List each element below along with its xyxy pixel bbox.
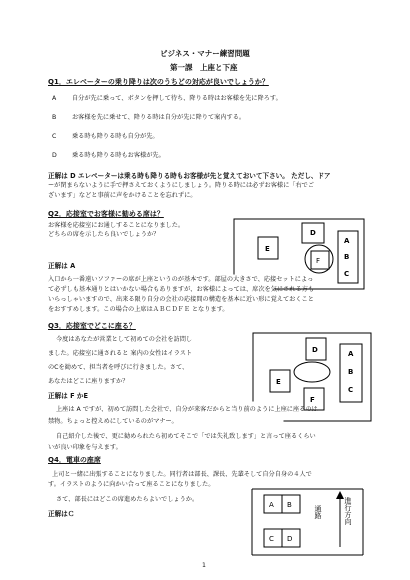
q1-option-c-letter: C: [52, 133, 57, 140]
q2-body-line-2: どちらの席を示したら良いでしょうか？: [48, 231, 160, 238]
q4-train-diagram: [250, 485, 365, 557]
q2-explanation-line-2: て必ずしも基本通りとはいかない場合もありますが、お客様によっては、席次を気にされる方も: [48, 286, 315, 293]
q2-answer: 正解は A: [48, 262, 76, 270]
q3-explanation-line-4: いが良い印象を与えます。: [48, 444, 122, 451]
q3-explanation-line-2: 禁物。ちょっと控えめにしているのがマナー。: [48, 418, 178, 425]
q3-table: [294, 362, 330, 382]
q4-seat-d-label: D: [287, 535, 293, 543]
q3-answer: 正解は F かE: [48, 392, 88, 400]
q3-body-line-3: のCを勧めて、担当者を呼びに行きました。さて、: [48, 364, 189, 371]
q3-seat-d-label: D: [312, 346, 318, 354]
q3-seat-e-label: E: [276, 378, 281, 386]
q1-option-c: 乗る時も降りる時も自分が先。: [72, 133, 159, 140]
q3-seat-f-label: F: [310, 396, 315, 404]
q2-seat-f-label: F: [316, 257, 321, 265]
q2-seat-d-label: D: [310, 229, 316, 237]
q3-explanation-line-3: 自己紹介した後で、更に勧められたら初めてそこで「では失礼致します」と言って座るくらい: [56, 433, 316, 440]
q2-explanation-line-1: 入口から一番遠いソファーの席が上座というのが基本です。部屋の大きさで、応接セットによっ: [48, 276, 314, 283]
q4-body-line-3: さて、部長にはどこの席進めたらよいでしょうか。: [56, 496, 199, 503]
q2-seat-a-label: A: [344, 237, 350, 245]
q2-heading: Q2．応接室でお客様に勧める席は？: [48, 210, 164, 218]
q1-option-d: 乗る時も降りる時もお客様が先。: [72, 152, 165, 159]
q4-answer: 正解はＣ: [48, 510, 75, 518]
q2-body-line-1: お客様を応接室にお通しすることになりました。: [48, 222, 185, 229]
q4-seat-b-label: B: [287, 501, 292, 509]
q4-aisle-label: 通路: [314, 505, 322, 519]
q1-option-b-letter: B: [52, 114, 57, 121]
q3-seat-b-label: B: [348, 368, 354, 376]
q4-body-line-1: 上司と一緒に出張することになりました。同行者は部長、課長、先輩そして自分自身の４人で: [52, 471, 312, 478]
q1-option-a: 自分が先に乗って、ボタンを押して待ち、降りる時はお客様を先に降ろす。: [72, 95, 282, 102]
q4-direction-label: 進行方向: [344, 497, 352, 525]
q4-heading: Q4．電車の座席: [48, 456, 101, 464]
q3-heading: Q3．応接室でどこに座る？: [48, 322, 136, 330]
q1-answer-line-3: ざいます」などと事前に声をかけることを忘れずに。: [48, 192, 197, 199]
q1-answer-line-2: ーが閉まらないように手で押さえておくようにしましょう。降りる時には必ずお客様に「右でご: [48, 182, 315, 189]
q1-option-a-letter: A: [52, 95, 57, 102]
q3-seat-c-label: C: [348, 386, 354, 394]
q3-body-line-1: 今度はあなたが営業として初めての会社を訪問し: [56, 336, 193, 343]
q3-explanation-line-1: 上座は A ですが、初めて訪問した会社で、自分が来客だからと当り前のように上座に座るのは: [56, 406, 318, 413]
q4-seat-a-label: A: [269, 501, 274, 509]
q2-seat-c-label: C: [344, 270, 350, 278]
q4-seat-c-label: C: [269, 535, 274, 543]
q3-body-line-2: ました。応接室に通されると 案内の女性はイラスト: [48, 350, 193, 357]
q2-explanation-line-3: いらっしゃいますので、出来る限り自分の会社の応接間の構造を基本に近い形に覚えておくこと: [48, 296, 314, 303]
q1-heading: Q1．エレベーターの乗り降りは次のうちどの対応が良いでしょうか？: [48, 78, 269, 86]
lesson-title: 第一課 上座と下座: [170, 63, 238, 72]
q3-body-line-4: あなたはどこに座りますか？: [48, 378, 129, 385]
q2-seat-b-label: B: [344, 253, 350, 261]
q2-explanation-line-4: をおすすめします。この場合の上席はＡＢＣＤＦＥ となります。: [48, 306, 229, 313]
page-number: 1: [202, 562, 206, 569]
q1-answer-line-1: 正解は D エレベーターは乗る時も降りる時もお客様が先と覚えておいて下さい。 ただし、ドア: [48, 172, 331, 180]
q3-seat-a-label: A: [348, 350, 354, 358]
doc-title: ビジネス・マナー練習問題: [160, 49, 250, 58]
q1-option-b: お客様を先に乗せて、降りる時は自分が先に降りて案内する。: [72, 114, 246, 121]
q2-seat-e-label: E: [265, 245, 270, 253]
q4-direction-arrow-icon: [336, 491, 344, 499]
q1-option-d-letter: D: [52, 152, 57, 159]
q4-body-line-2: す。イラストのように向かい合って座ることになりました。: [48, 481, 215, 488]
